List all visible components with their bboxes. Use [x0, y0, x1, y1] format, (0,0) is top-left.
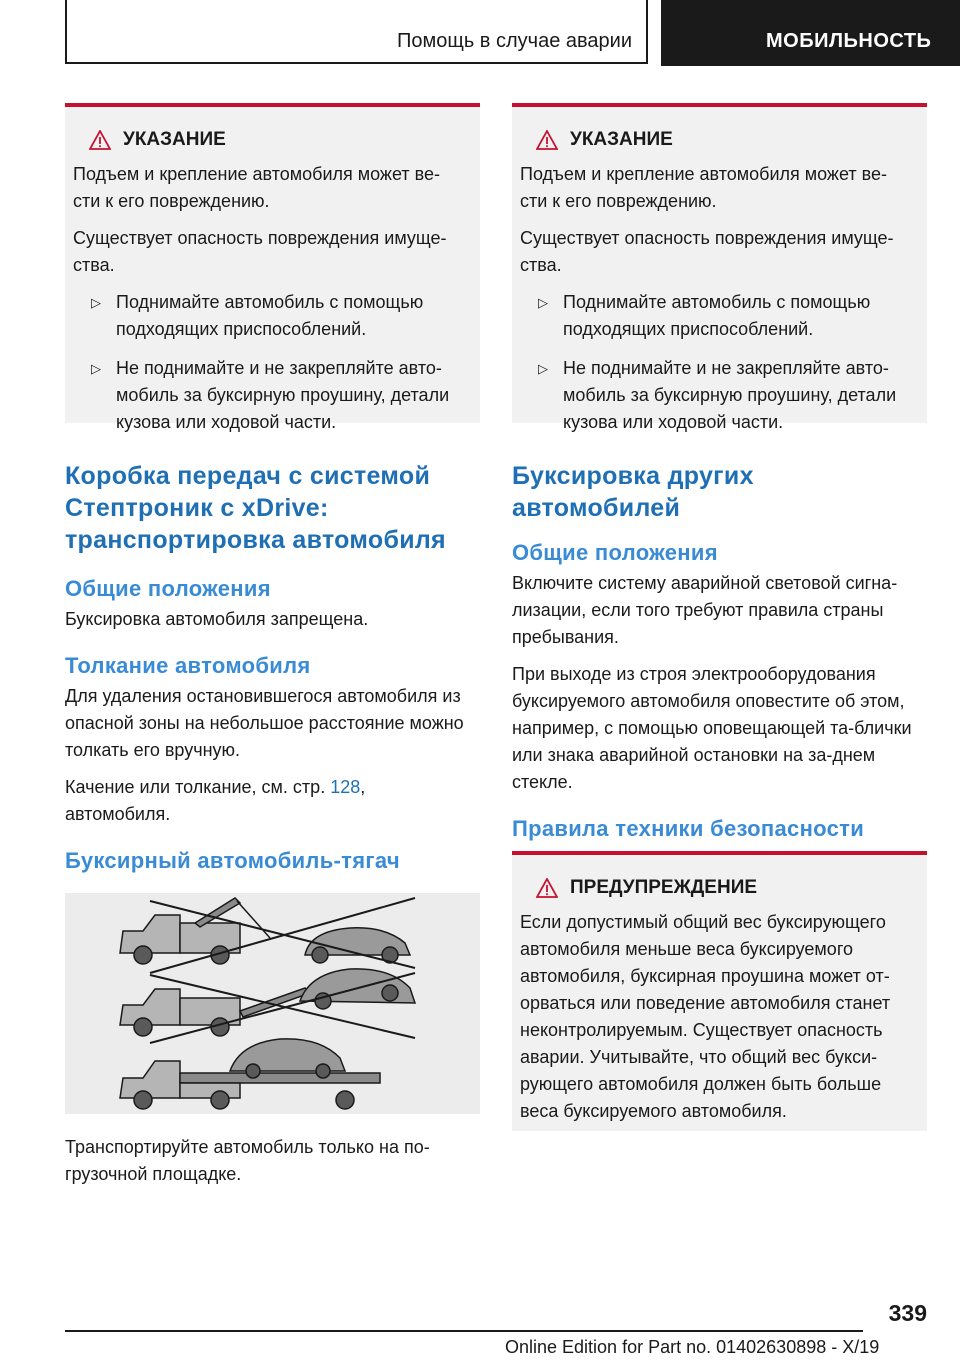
- header-chapter-title: МОБИЛЬНОСТЬ: [766, 30, 932, 52]
- right-content: [512, 460, 927, 844]
- footer-edition: Online Edition for Part no. 01402630898 - X/19: [505, 1337, 880, 1357]
- left-sec1-text: Буксировка автомобиля запрещена.: [65, 609, 369, 629]
- warning-header: [536, 129, 912, 151]
- triangle-bullet-icon: ▷: [538, 361, 548, 376]
- warning-header: [536, 877, 912, 899]
- warning-list-item: ▷ Не поднимайте и не закрепляйте авто-мобиль за буксирную проушину, детали кузова или ходовой части.: [520, 355, 912, 436]
- warning-triangle-icon: [536, 130, 558, 150]
- warning-paragraph: Существует опасность повреждения имуще-ства.: [520, 228, 894, 275]
- warning-list-item: ▷ Поднимайте автомобиль с помощью подходящих приспособлений.: [73, 289, 465, 343]
- left-column: [65, 103, 480, 432]
- page-link[interactable]: 128: [330, 777, 361, 797]
- tow-truck-illustration: [65, 893, 480, 1114]
- warning-paragraph: Подъем и крепление автомобиля может ве-сти к его повреждению.: [73, 164, 440, 211]
- warning-paragraph: Если допустимый общий вес буксирующего автомобиля меньше веса буксируемого автомобиля, буксирная проушина может от-орваться или поведение автомобиля станет неконтролируемым. Существует опасность аварии. Учитывайте, что общий вес букси-рующего автомобиля должен быть больше веса буксируемого автомобиля.: [520, 912, 891, 1121]
- warning-list-item: ▷ Поднимайте автомобиль с помощью подходящих приспособлений.: [520, 289, 912, 343]
- triangle-bullet-icon: ▷: [91, 361, 101, 376]
- right-sec1-text: Включите систему аварийной световой сигна-лизации, если того требуют правила страны пребывания.: [512, 573, 898, 647]
- warning-triangle-icon: [536, 878, 558, 898]
- left-content: [65, 460, 480, 876]
- warning-list-item: ▷ Не поднимайте и не закрепляйте авто-мобиль за буксирную проушину, детали кузова или ходовой части.: [73, 355, 465, 436]
- warning-triangle-icon: [89, 130, 111, 150]
- warning-list: [520, 289, 912, 436]
- warning-paragraph: Существует опасность повреждения имуще-ства.: [73, 228, 447, 275]
- right-danger-box: [512, 851, 927, 1131]
- left-sec2-heading: Толкание автомобиля: [65, 653, 311, 678]
- warning-paragraph: Подъем и крепление автомобиля может ве-сти к его повреждению.: [520, 164, 887, 211]
- footer-divider: [65, 1330, 863, 1332]
- right-sec1-text: При выходе из строя электрооборудования буксируемого автомобиля оповестите об этом, например, с помощью оповещающей та-блички или знака аварийной остановки на за-днем стекле.: [512, 664, 912, 792]
- tow-truck-figure: [65, 893, 480, 1114]
- right-main-heading: Буксировка других автомобилей: [512, 462, 754, 522]
- warning-title: ПРЕДУПРЕЖДЕНИЕ: [570, 877, 758, 898]
- right-sec1-heading: Общие положения: [512, 540, 718, 565]
- right-column: [512, 103, 927, 432]
- triangle-bullet-icon: ▷: [91, 295, 101, 310]
- header-chapter-box: [661, 0, 960, 66]
- right-warning2-wrapper: [512, 851, 927, 1131]
- left-sec2-text: Для удаления остановившегося автомобиля из опасной зоны на небольшое расстояние можно толкать его вручную.: [65, 686, 464, 760]
- left-sec1-heading: Общие положения: [65, 576, 271, 601]
- page-number: 339: [888, 1300, 927, 1326]
- left-warning-box: [65, 103, 480, 432]
- header-section-title: Помощь в случае аварии: [397, 30, 632, 52]
- left-sec3-heading: Буксирный автомобиль-тягач: [65, 848, 400, 873]
- right-sec2-heading: Правила техники безопасности: [512, 816, 865, 841]
- warning-title: УКАЗАНИЕ: [570, 129, 673, 150]
- left-main-heading: Коробка передач с системой Стептроник с xDrive: транспортировка автомобиля: [65, 462, 446, 554]
- warning-header: [89, 129, 465, 151]
- warning-title: УКАЗАНИЕ: [123, 129, 226, 150]
- right-warning-box: [512, 103, 927, 432]
- triangle-bullet-icon: ▷: [538, 295, 548, 310]
- figure-caption: Транспортируйте автомобиль только на по-грузочной площадке.: [65, 1137, 430, 1184]
- header-section-box: [65, 0, 648, 64]
- warning-list: [73, 289, 465, 436]
- tow-figure-wrapper: [65, 893, 480, 1188]
- left-sec2-reference: Качение или толкание, см. стр. 128, автомобиля.: [65, 777, 366, 824]
